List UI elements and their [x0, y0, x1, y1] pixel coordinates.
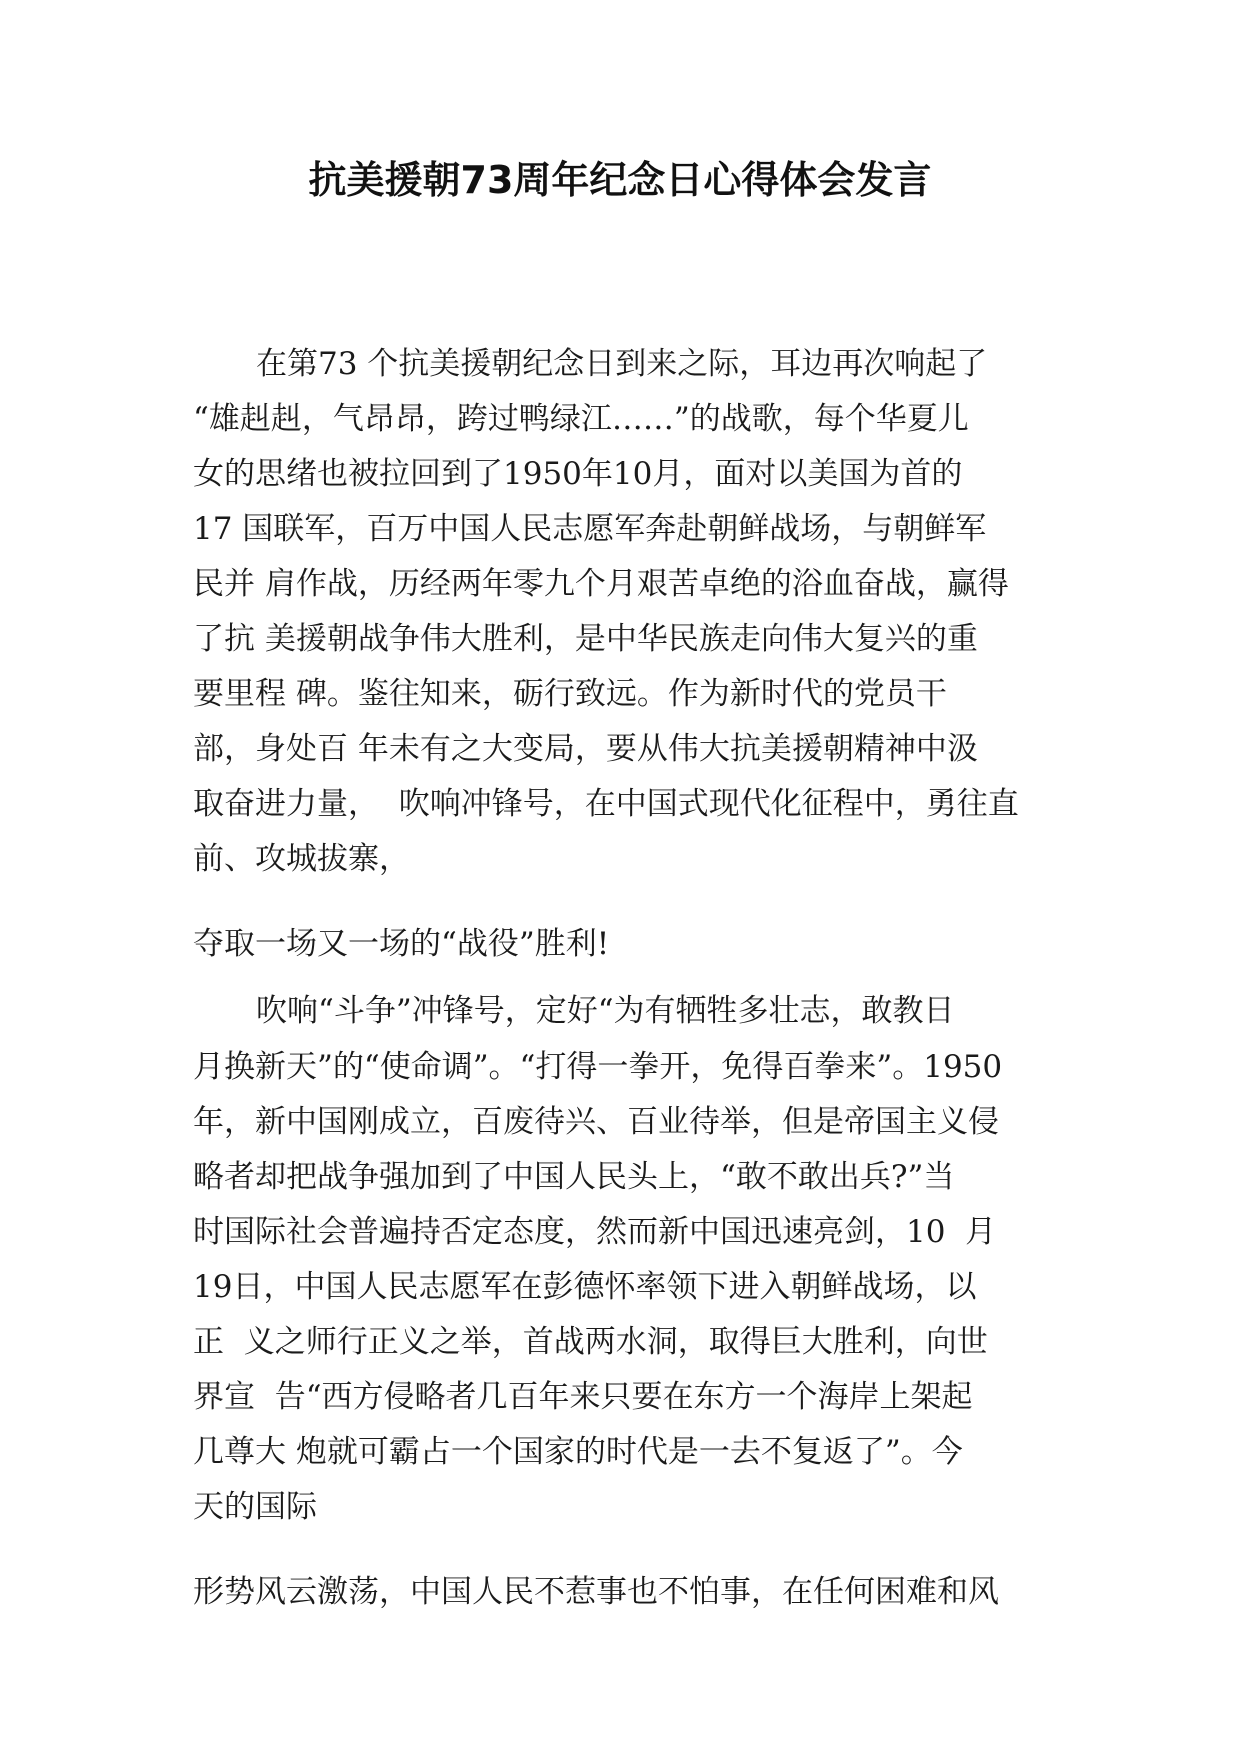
- text-line: 女的思绪也被拉回到了1950年10月，面对以美国为首的: [193, 456, 963, 492]
- text-line: 民并 肩作战，历经两年零九个月艰苦卓绝的浴血奋战，赢得: [193, 566, 1009, 602]
- text-line: 月换新天”的“使命调”。“打得一拳开，免得百拳来”。1950: [193, 1049, 1003, 1085]
- text-line: 17 国联军，百万中国人民志愿军奔赴朝鲜战场，与朝鲜军: [193, 511, 987, 547]
- text-line: 天的国际: [193, 1489, 317, 1525]
- text-line: 19日，中国人民志愿军在彭德怀率领下进入朝鲜战场，以: [193, 1269, 977, 1305]
- text-line: 时国际社会普遍持否定态度，然而新中国迅速亮剑，10 月: [193, 1214, 997, 1250]
- text-line: 几尊大 炮就可霸占一个国家的时代是一去不复返了”。今: [193, 1434, 963, 1470]
- text-line: 略者却把战争强加到了中国人民头上，“敢不敢出兵?”当: [193, 1159, 955, 1195]
- text-line: “雄赳赳，气昂昂，跨过鸭绿江……”的战歌，每个华夏儿: [193, 401, 969, 437]
- text-line: 取奋进力量， 吹响冲锋号，在中国式现代化征程中，勇往直: [193, 786, 1019, 822]
- text-line: 夺取一场又一场的“战役”胜利!: [193, 926, 610, 962]
- text-line: 了抗 美援朝战争伟大胜利，是中华民族走向伟大复兴的重: [193, 621, 978, 657]
- text-line: 年，新中国刚成立，百废待兴、百业待举，但是帝国主义侵: [193, 1104, 999, 1140]
- text-line: 形势风云激荡，中国人民不惹事也不怕事，在任何困难和风: [193, 1574, 999, 1610]
- text-line: 界宣 告“西方侵略者几百年来只要在东方一个海岸上架起: [193, 1379, 973, 1415]
- text-line: 在第73 个抗美援朝纪念日到来之际，耳边再次响起了: [256, 346, 988, 382]
- text-line: 正 义之师行正义之举，首战两水洞，取得巨大胜利，向世: [193, 1324, 988, 1360]
- text-line: 吹响“斗争”冲锋号，定好“为有牺牲多壮志，敢教日: [256, 993, 955, 1029]
- text-line: 要里程 碑。鉴往知来，砺行致远。作为新时代的党员干: [193, 676, 947, 712]
- text-line: 前、攻城拔寨，: [193, 841, 410, 877]
- document-title: 抗美援朝73周年纪念日心得体会发言: [308, 158, 932, 202]
- text-line: 部，身处百 年未有之大变局，要从伟大抗美援朝精神中汲: [193, 731, 978, 767]
